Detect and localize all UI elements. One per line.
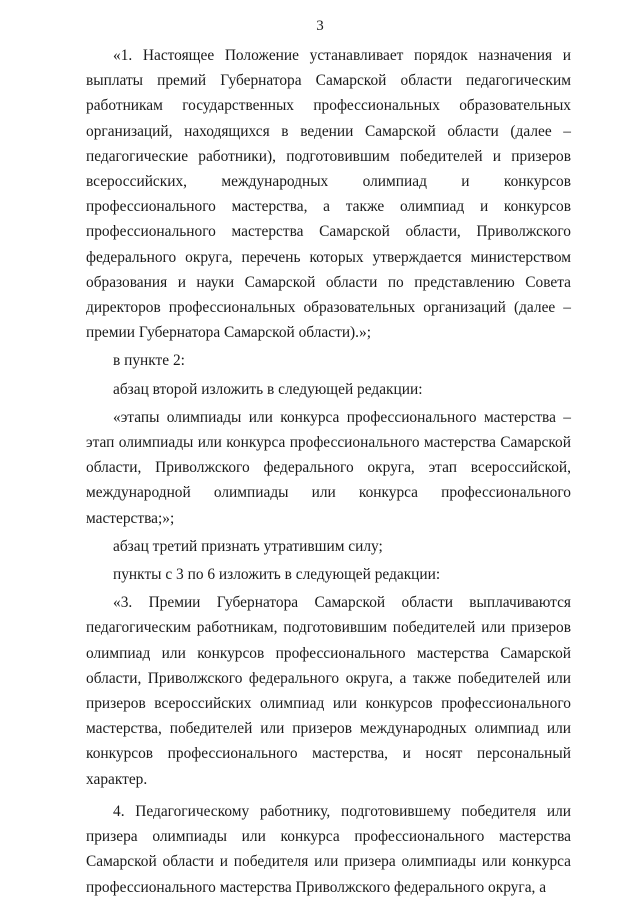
paragraph-point-3: «3. Премии Губернатора Самарской области выплачиваются педагогическим работникам, подготовившим победителей или призеров олимпиад или конкурсов профессионального мастерства Самарской области, Приволжского федерального округа, а также победителей или призеров всероссийских олимпиад или конкурсов профессионального мастерства, победителей или призеров международных олимпиад или конкурсов профессионального мастерства, и носят персональный характер. [86, 594, 571, 788]
paragraph-point-1: «1. Настоящее Положение устанавливает порядок назначения и выплаты премий Губернатора Самарской области педагогическим работникам государственных профессиональных образовательных организаций, находящихся в ведении Самарской области (далее – педагогические работники), подготовившим победителей и призеров всероссийских, международных олимпиад и конкурсов профессионального мастерства, а также олимпиад и конкурсов профессионального мастерства Самарской области, Приволжского федерального округа, перечень которых утверждается министерством образования и науки Самарской области по представлению Совета директоров профессиональных образовательных организаций (далее – премии Губернатора Самарской области).»; [86, 47, 571, 342]
paragraph-point-4: 4. Педагогическому работнику, подготовившему победителя или призера олимпиады или конкурса профессионального мастерства Самарской области и победителя или призера олимпиады или конкурса профессионального мастерства Приволжского федерального округа, а [86, 802, 571, 896]
paragraph-points-3-6-amend: пункты с 3 по 6 изложить в следующей редакции: [113, 566, 441, 584]
document-body [86, 43, 571, 900]
paragraph-second-abstract-amend: абзац второй изложить в следующей редакции: [113, 380, 423, 398]
paragraph-in-point-2: в пункте 2: [113, 352, 185, 370]
paragraph-olympiad-stages: «этапы олимпиады или конкурса профессионального мастерства – этап олимпиады или конкурса профессионального мастерства Самарской области, Приволжского федерального округа, этап всероссийской, международной олимпиады или конкурса профессионального мастерства;»; [86, 408, 571, 527]
paragraph-third-abstract-void: абзац третий признать утратившим силу; [113, 537, 383, 555]
page-number: 3 [316, 18, 324, 34]
